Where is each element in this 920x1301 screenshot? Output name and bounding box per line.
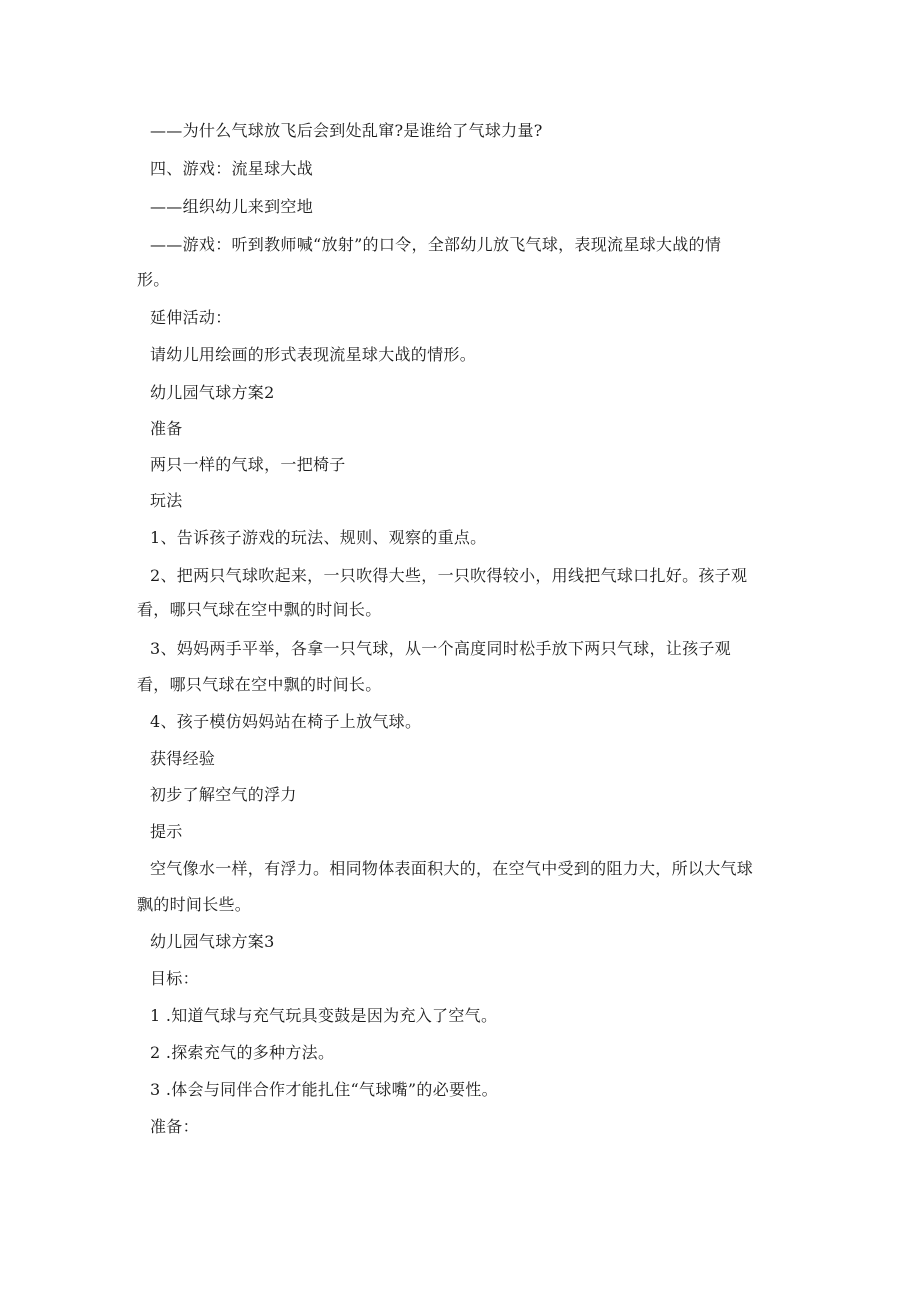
section-heading: 提示 — [150, 822, 183, 841]
list-item: 4、孩子模仿妈妈站在椅子上放气球。 — [150, 712, 422, 731]
list-item: 2、把两只气球吹起来，一只吹得大些，一只吹得较小，用线把气球口扎好。孩子观 — [150, 566, 748, 585]
list-item: 1 .知道气球与充气玩具变鼓是因为充入了空气。 — [150, 1006, 498, 1025]
text-line: 形。 — [137, 270, 170, 289]
text-line: 空气像水一样，有浮力。相同物体表面积大的，在空气中受到的阻力大，所以大气球 — [150, 859, 754, 878]
plan-title: 幼儿园气球方案2 — [150, 383, 275, 402]
plan-title: 幼儿园气球方案3 — [150, 932, 275, 951]
list-item: 1、告诉孩子游戏的玩法、规则、观察的重点。 — [150, 528, 487, 547]
text-line: 看，哪只气球在空中飘的时间长。 — [137, 675, 382, 694]
section-heading: 获得经验 — [150, 749, 216, 768]
section-heading: 四、游戏：流星球大战 — [150, 159, 314, 178]
text-line: ——组织幼儿来到空地 — [150, 197, 314, 216]
text-line: 看，哪只气球在空中飘的时间长。 — [137, 600, 382, 619]
section-heading: 准备 — [150, 419, 183, 438]
list-item: 2 .探索充气的多种方法。 — [150, 1043, 335, 1062]
section-heading: 目标： — [150, 969, 199, 988]
section-heading: 准备： — [150, 1117, 199, 1136]
section-heading: 玩法 — [150, 491, 183, 510]
list-item: 3 .体会与同伴合作才能扎住“气球嘴”的必要性。 — [150, 1080, 498, 1099]
text-line: ——为什么气球放飞后会到处乱窜?是谁给了气球力量? — [150, 121, 543, 140]
text-line: ——游戏：听到教师喊“放射”的口令，全部幼儿放飞气球，表现流星球大战的情 — [150, 235, 722, 254]
section-heading: 延伸活动： — [150, 308, 232, 327]
list-item: 3、妈妈两手平举，各拿一只气球，从一个高度同时松手放下两只气球，让孩子观 — [150, 639, 731, 658]
text-line: 请幼儿用绘画的形式表现流星球大战的情形。 — [150, 345, 477, 364]
text-line: 飘的时间长些。 — [137, 895, 252, 914]
text-line: 初步了解空气的浮力 — [150, 785, 297, 804]
text-line: 两只一样的气球，一把椅子 — [150, 455, 346, 474]
